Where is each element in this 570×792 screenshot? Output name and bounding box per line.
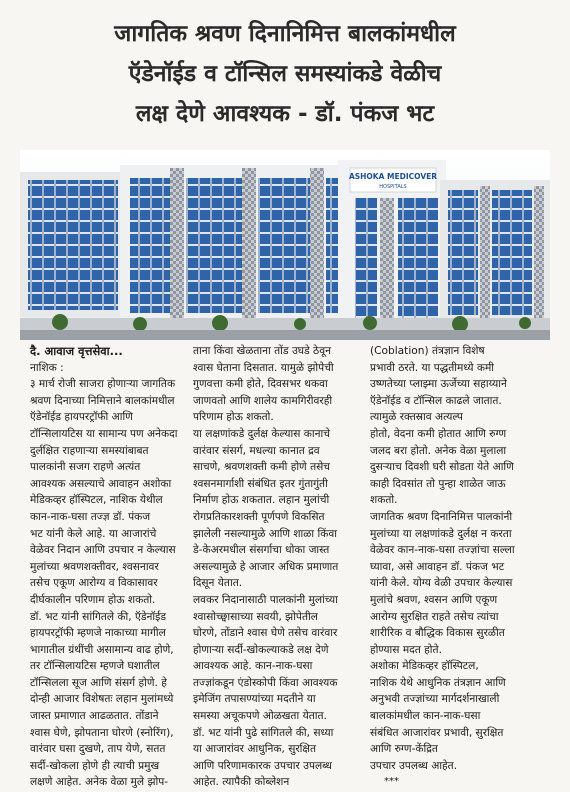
hospital-sign-text: ASHOKA MEDICOVER (348, 172, 438, 181)
column-1-line: नाशिक : (30, 361, 64, 374)
column-2-line: लवकर निदानासाठी पालकांनी मुलांच्या (193, 593, 338, 606)
column-3-line: काही दिवसांत तो पुन्हा शाळेत जाऊ (370, 477, 506, 490)
column-2-line: दिसून येतात. (193, 577, 243, 590)
column-1-line: श्वास घेणे, झोपताना घोरणे (स्नोरिंग), (30, 726, 174, 739)
column-3-line: ऍडेनॉईड व टॉन्सिल काढले जातात. (370, 394, 502, 407)
column-2-line: साचणे, श्रवणशक्ती कमी होणे तसेच (193, 461, 331, 474)
column-3-line: जागतिक श्रवण दिनानिमित्त पालकांनी (370, 510, 513, 523)
column-2-line: आणि परिणामकारक उपचार उपलब्ध (193, 759, 332, 772)
column-3-line: आणि रुग्ण-केंद्रित (370, 743, 438, 756)
column-3-line: शकतो. (370, 494, 398, 507)
headline-line-1: जागतिक श्रवण दिनानिमित्त बालकांमधील (114, 21, 456, 47)
column-1-line: जास्त प्रमाणात आढळतात. तोंडाने (30, 710, 159, 723)
column-3-line: होण्यास मदत होते. (370, 643, 442, 656)
column-2-line: वारंवार संसर्ग, मधल्या कानात द्रव (193, 444, 320, 457)
column-3-line: यांनी केले. योग्य वेळी उपचार केल्यास (370, 577, 513, 590)
column-3-line: *** (384, 776, 399, 788)
column-1-line: मुलांच्या श्रवणशक्तीवर, श्वसनावर (30, 560, 159, 573)
column-3-line: शारीरिक व बौद्धिक विकास सुरळीत (370, 627, 505, 640)
column-3-line: मुलांच्या या लक्षणांकडे दुर्लक्ष न करता (370, 527, 512, 540)
hospital-sign-subtext: HOSPITALS (379, 184, 407, 190)
column-3-line: होतो, वेदना कमी होतात आणि रुग्ण (370, 427, 507, 440)
column-3-text (370, 343, 540, 791)
column-1-line: टॉन्सिलायटिस या सामान्य पण अनेकदा (30, 427, 178, 440)
headline-line-2: ऍडेनॉईड व टॉन्सिल समस्यांकडे वेळीच (128, 61, 442, 87)
column-1-line: दीर्घकालीन परिणाम होऊ शकतो. (30, 593, 156, 606)
column-3-line: अनुभवी तज्ज्ञांच्या मार्गदर्शनाखाली (370, 693, 500, 706)
column-3-line: उपचार उपलब्ध आहेत. (370, 759, 458, 772)
column-2-line: डॉ. भट यांनी पुढे सांगितले की, सध्या (193, 726, 334, 739)
column-1-line: श्रवण दिनाच्या निमित्ताने बालकांमधील (30, 394, 175, 407)
column-3-line: वेळेवर कान-नाक-घसा तज्ज्ञांचा सल्ला (370, 544, 515, 557)
column-3-line: त्यामुळे रक्तस्राव अत्यल्प (370, 411, 463, 424)
column-2-text (193, 343, 365, 791)
column-3-line: अशोका मेडिकव्हर हॉस्पिटल, (370, 660, 479, 673)
column-2-line: रोगप्रतिकारशक्ती पूर्णपणे विकसित (193, 510, 325, 523)
column-1-line: सर्दी-खोकला होणे ही त्याची प्रमुख (30, 759, 160, 772)
column-1-line: डॉ. भट यांनी सांगितले की, ऍडेनॉईड (30, 610, 167, 623)
column-2-line: श्वास घेताना दिसतात. यामुळे झोपेची (193, 361, 334, 374)
hospital-building-image (20, 150, 550, 340)
column-2-line: असल्यामुळे हे आजार अधिक प्रमाणात (193, 560, 339, 573)
column-3-line: घ्यावा, असे आवाहन डॉ. पंकज भट (370, 560, 505, 573)
headline-line-3: लक्ष देणे आवश्यक - डॉ. पंकज भट (135, 101, 435, 127)
column-1-line: हायपरट्रॉफी म्हणजे नाकाच्या मागील (30, 627, 166, 640)
column-2-line: होणाऱ्या सर्दी-खोकल्याकडे लक्ष देणे (193, 643, 329, 656)
column-2-line: निर्माण होऊ शकतात. लहान मुलांची (193, 494, 330, 507)
column-2-line: या आजारांवर आधुनिक, सुरक्षित (193, 743, 317, 756)
column-1-text (30, 360, 190, 791)
column-3-line: नाशिक येथे आधुनिक तंत्रज्ञान आणि (370, 676, 506, 689)
column-2-line: डे-केअरमधील संसर्गाचा धोका जास्त (193, 544, 330, 557)
column-3-line: उष्णतेच्या प्लाझ्मा ऊर्जेच्या सहाय्याने (370, 378, 507, 391)
column-2-line: श्वासोच्छ्वासाच्या सवयी, झोपेतील (193, 610, 318, 623)
hospital-photo (20, 150, 550, 340)
column-3-line: संबंधित आजारांवर प्रभावी, सुरक्षित (370, 726, 504, 739)
column-3-line: दुसऱ्याच दिवशी घरी सोडता येते आणि (370, 461, 514, 474)
column-1-line: वारंवार घसा दुखणे, ताप येणे, सतत (30, 743, 166, 756)
column-3-line: बालकांमधील कान-नाक-घसा (370, 710, 481, 723)
column-1-line: भागातील ग्रंथींची असामान्य वाढ होणे, (30, 643, 174, 656)
column-1-line: ३ मार्च रोजी साजरा होणाऱ्या जागतिक (30, 378, 176, 391)
column-1-line: तर टॉन्सिलायटिस म्हणजे घशातील (30, 660, 160, 673)
column-1-line: पालकांनी सजग राहणे अत्यंत (30, 461, 141, 474)
column-3-line: मुलांचे श्रवण, श्वसन आणि एकूण (370, 593, 498, 606)
column-2-line: ताना किंवा खेळताना तोंड उघडे ठेवून (193, 345, 331, 357)
column-2-line: परिणाम होऊ शकतो. (193, 411, 274, 424)
column-1-line: दुर्लक्षित राहणाऱ्या समस्यांबाबत (30, 444, 149, 457)
column-1-line: दोन्ही आजार विशेषतः लहान मुलांमध्ये (30, 693, 174, 706)
column-2-line: इमेजिंग तपासण्यांच्या मदतीने या (193, 693, 316, 706)
column-1-line: कान-नाक-घसा तज्ज्ञ डॉ. पंकज (30, 510, 151, 523)
column-2-line: गुणवत्ता कमी होते, दिवसभर थकवा (193, 378, 328, 391)
column-2-line: तज्ज्ञांकडून एंडोस्कोपी किंवा आवश्यक (193, 676, 338, 689)
column-1-line: टॉन्सिलला सूज आणि संसर्ग होणे. हे (30, 676, 167, 689)
column-3-line: आरोग्य सुरक्षित राहते तसेच त्यांचा (370, 610, 499, 623)
column-2-line: जाणवतो आणि शालेय कामगिरीवरही (193, 394, 333, 407)
column-1-line: तसेच एकूण आरोग्य व विकासावर (30, 577, 158, 590)
column-3-line: जलद बरा होतो. अनेक वेळा मुलाला (370, 444, 507, 457)
article-byline: दै. आवाज वृत्तसेवा... (30, 344, 123, 358)
column-1-line: ऍडेनॉईड हायपरट्रॉफी आणि (30, 411, 133, 424)
article-column-1 (30, 343, 190, 791)
headline (10, 14, 560, 134)
column-2-line: श्वसनमार्गाशी संबंधित इतर गुंतागुंती (193, 477, 328, 490)
column-2-line: आहेत. त्यापैकी कोब्लेशन (193, 776, 290, 789)
column-3-line: प्रभावी ठरते. या पद्धतीमध्ये कमी (370, 361, 495, 374)
column-2-line: या लक्षणांकडे दुर्लक्ष केल्यास कानाचे (193, 427, 331, 440)
column-1-line: आवश्यक असल्याचे आवाहन अशोका (30, 477, 172, 490)
column-2-line: झालेली नसल्यामुळे आणि शाळा किंवा (193, 527, 337, 540)
column-2-line: घोरणे, तोंडाने श्वास घेणे तसेच वारंवार (193, 627, 338, 640)
article-column-2 (193, 343, 365, 791)
column-1-line: मेडिकव्हर हॉस्पिटल, नाशिक येथील (30, 494, 163, 507)
column-3-line: (Coblation) तंत्रज्ञान विशेष (370, 345, 485, 357)
article-column-3 (370, 343, 540, 791)
column-2-line: आवश्यक आहे. कान-नाक-घसा (193, 660, 313, 673)
column-1-line: वेळेवर निदान आणि उपचार न केल्यास (30, 544, 176, 557)
column-1-line: भट यांनी केले आहे. या आजारांचे (30, 527, 157, 540)
column-1-line: लक्षणे आहेत. अनेक वेळा मुले झोप- (30, 776, 169, 789)
column-2-line: समस्या अचूकपणे ओळखता येतात. (193, 710, 327, 723)
